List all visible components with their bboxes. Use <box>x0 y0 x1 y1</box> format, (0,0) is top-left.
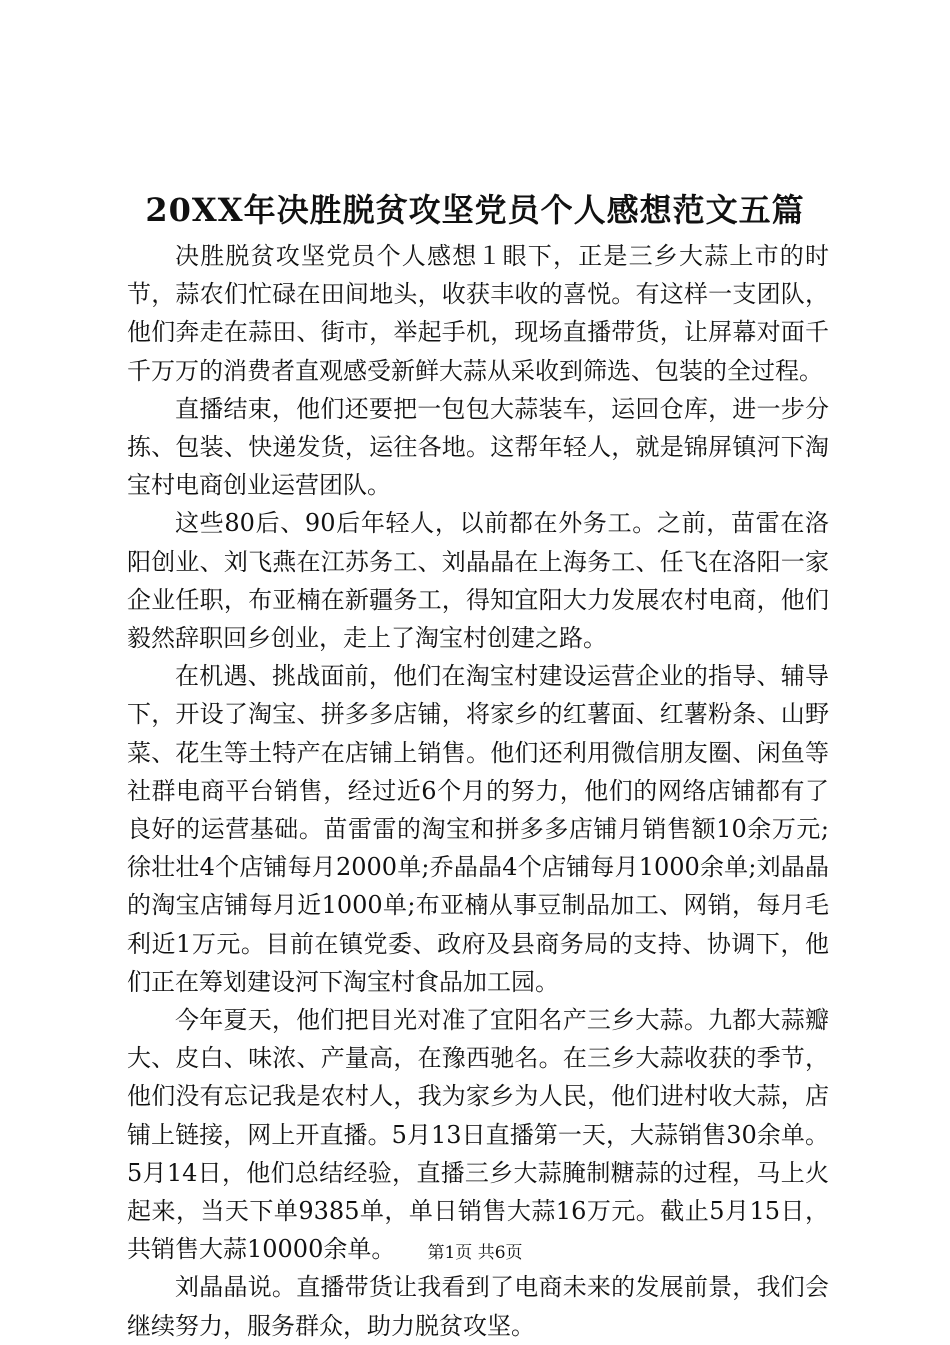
paragraph: 今年夏天，他们把目光对准了宜阳名产三乡大蒜。九都大蒜瓣大、皮白、味浓、产量高，在豫西驰名。在三乡大蒜收获的季节，他们没有忘记我是农村人，我为家乡为人民，他们进村收大蒜，店铺上链接，网上开直播。5月13日直播第一天，大蒜销售30余单。5月14日，他们总结经验，直播三乡大蒜腌制糖蒜的过程，马上火起来，当天下单9385单，单日销售大蒜16万元。截止5月15日，共销售大蒜10000余单。 <box>127 1006 829 1264</box>
document-body <box>127 237 829 1345</box>
paragraph: 在机遇、挑战面前，他们在淘宝村建设运营企业的指导、辅导下，开设了淘宝、拼多多店铺，将家乡的红薯面、红薯粉条、山野菜、花生等土特产在店铺上销售。他们还利用微信朋友圈、闲鱼等社群电商平台销售，经过近6个月的努力，他们的网络店铺都有了良好的运营基础。苗雷雷的淘宝和拼多多店铺月销售额10余万元;徐壮壮4个店铺每月2000单;乔晶晶4个店铺每月1000余单;刘晶晶的淘宝店铺每月近1000单;布亚楠从事豆制品加工、网销，每月毛利近1万元。目前在镇党委、政府及县商务局的支持、协调下，他们正在筹划建设河下淘宝村食品加工园。 <box>127 662 829 996</box>
paragraph: 这些80后、90后年轻人，以前都在外务工。之前，苗雷在洛阳创业、刘飞燕在江苏务工、刘晶晶在上海务工、任飞在洛阳一家企业任职，布亚楠在新疆务工，得知宜阳大力发展农村电商，他们毅然辞职回乡创业，走上了淘宝村创建之路。 <box>127 509 829 653</box>
document-title: 20XX年决胜脱贫攻坚党员个人感想范文五篇 <box>145 191 805 229</box>
paragraph: 决胜脱贫攻坚党员个人感想１眼下，正是三乡大蒜上市的时节，蒜农们忙碌在田间地头，收获丰收的喜悦。有这样一支团队，他们奔走在蒜田、街市，举起手机，现场直播带货，让屏幕对面千千万万的消费者直观感受新鲜大蒜从采收到筛选、包装的全过程。 <box>127 242 829 385</box>
page-footer: 第1页 共6页 <box>427 1243 523 1263</box>
paragraph: 直播结束，他们还要把一包包大蒜装车，运回仓库，进一步分拣、包装、快递发货，运往各地。这帮年轻人，就是锦屏镇河下淘宝村电商创业运营团队。 <box>127 394 829 500</box>
paragraph: 刘晶晶说。直播带货让我看到了电商未来的发展前景，我们会继续努力，服务群众，助力脱贫攻坚。 <box>127 1273 829 1340</box>
